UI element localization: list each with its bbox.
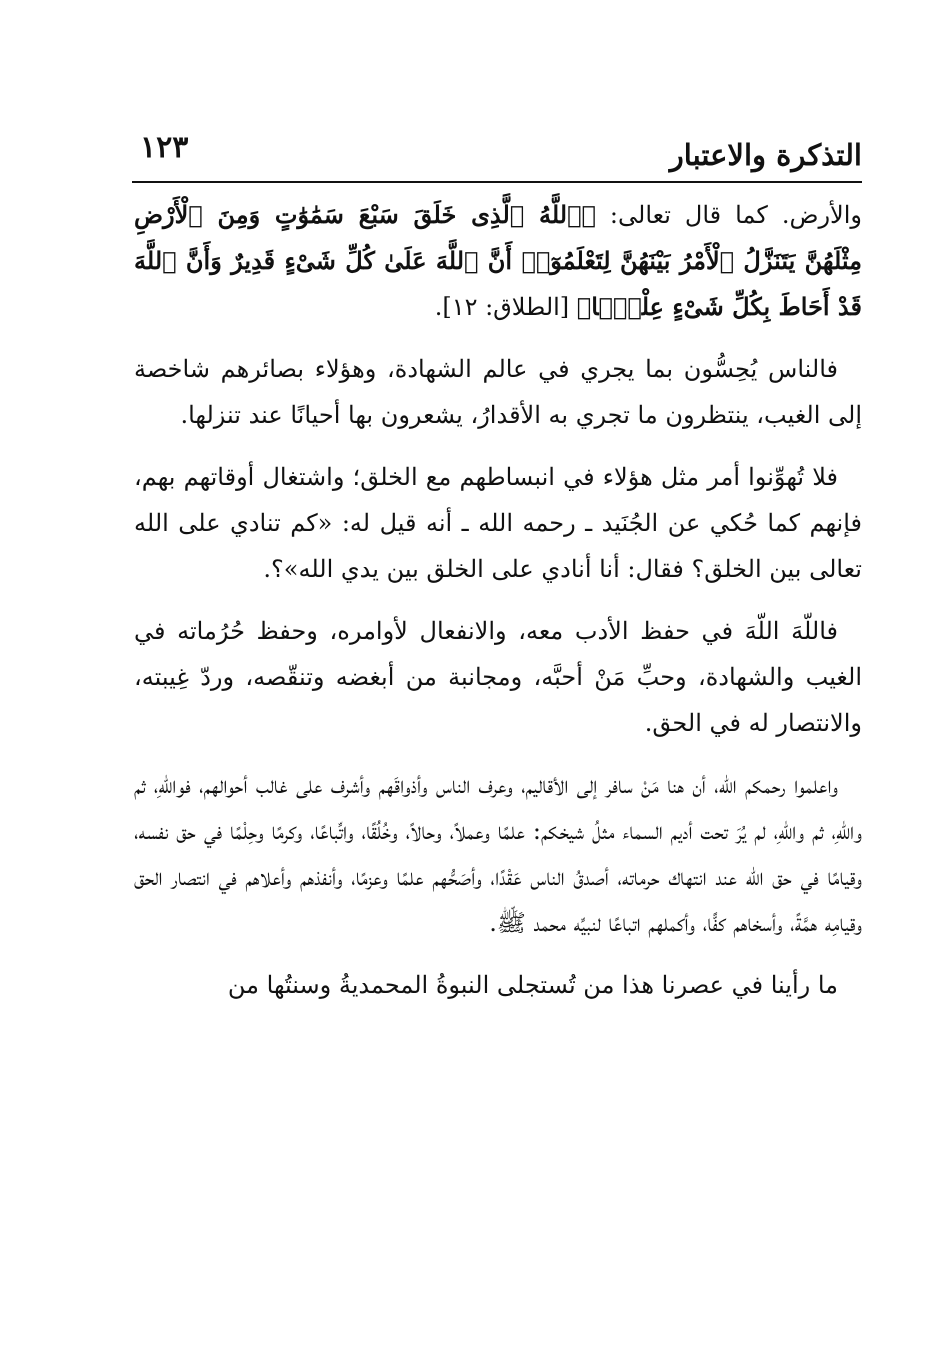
paragraph-1 — [134, 192, 862, 330]
paragraph-6 — [134, 962, 862, 1008]
paragraph-3 — [134, 454, 862, 592]
page-body — [134, 192, 862, 1024]
paragraph-4-text: فاللّهَ اللّهَ في حفظ الأدب معه، والانفعال لأوامره، وحفظ حُرُماته في الغيب والشهادة، وحبِّ مَنْ أحبَّه، ومجانبة من أبغضه وتنقّصه، وردّ غِيبته، والانتصار له في الحق. — [134, 617, 862, 737]
paragraph-5-text: واعلموا رحمكم الله، أن هنا مَنْ سافر إلى الأقاليم، وعرف الناس وأذواقَهم وأشرف على غالب أحوالهم، فواللهِ، ثم واللهِ، ثم واللّهِ، لم يُرَ تحت أديم السماء مثلُ شيخكم: علمًا وعملاً، وحالاً، وخُلُقًا، واتِّباعًا، وكرمًا وحِلْمًا في حق نفسه، وقيامًا في حق الله عند انتهاك حرماته، أصدقُ الناس عَقْدًا، وأصَحُّهم علمًا وعزمًا، وأنفذهم وأعلاهم في انتصار الحق وقيامِه همَّةً، وأسخاهم كفًّا، وأكملهم اتباعًا لنبيِّه محمد ﷺ. — [134, 771, 863, 937]
paragraph-2 — [134, 346, 862, 438]
paragraph-2-text: فالناس يُحِسُّون بما يجري في عالم الشهادة، وهؤلاء بصائرهم شاخصة إلى الغيب، ينتظرون ما تجري به الأقدارُ، يشعرون بها أحيانًا عند تنزلها. — [134, 355, 862, 429]
quran-verse: ﴿ٱللَّهُ ٱلَّذِى خَلَقَ سَبْعَ سَمَٰوَٰتٍ وَمِنَ ٱلْأَرْضِ مِثْلَهُنَّ يَتَنَزَّلُ ٱلْأَمْرُ بَيْنَهُنَّ لِتَعْلَمُوٓا۟ أَنَّ ٱللَّهَ عَلَىٰ كُلِّ شَىْءٍ قَدِيرٌ وَأَنَّ ٱللَّهَ قَدْ أَحَاطَ بِكُلِّ شَىْءٍ عِلْمًۢا﴾ — [134, 200, 862, 321]
verse-reference: [الطلاق: ١٢]. — [434, 293, 577, 321]
paragraph-4 — [134, 608, 862, 746]
chapter-title: التذكرة والاعتبار — [669, 138, 862, 172]
page-number: ١٢٣ — [140, 130, 189, 165]
paragraph-6-text: ما رأينا في عصرنا هذا من تُستجلى النبوةُ المحمديةُ وسنتُها من — [227, 971, 838, 999]
paragraph-5 — [134, 762, 862, 946]
paragraph-3-text: فلا تُهوِّنوا أمر مثل هؤلاء في انبساطهم مع الخلق؛ واشتغال أوقاتهم بهم، فإنهم كما حُكي عن الجُنَيد ـ رحمه الله ـ أنه قيل له: «كم تنادي على الله تعالى بين الخلق؟ فقال: أنا أنادي على الخلق بين يدي الله»؟. — [134, 463, 862, 583]
paragraph-1-intro: والأرض. كما قال تعالى: — [595, 201, 863, 229]
header-rule — [132, 181, 862, 183]
running-header — [132, 128, 862, 174]
